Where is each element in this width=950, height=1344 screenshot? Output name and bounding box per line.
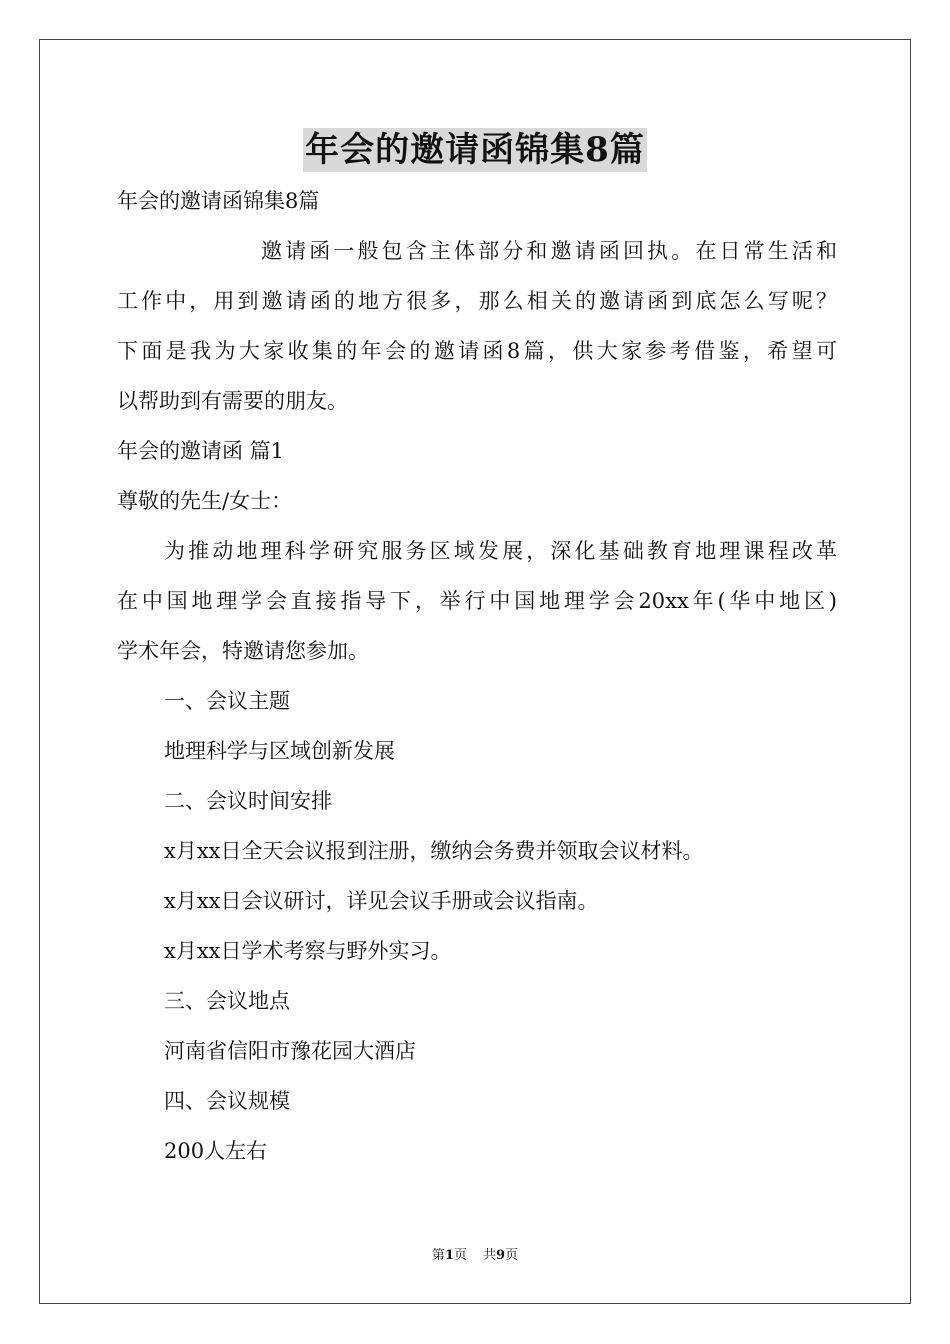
salutation: 尊敬的先生/女士： xyxy=(117,489,293,513)
page-footer xyxy=(0,1247,950,1265)
body-line-1: 为推动地理科学研究服务区域发展，深化基础教育地理课程改革 xyxy=(164,539,837,563)
schedule-line-3: x月xx日学术考察与野外实习。 xyxy=(164,939,452,963)
schedule-line-1: x月xx日全天会议报到注册，缴纳会务费并领取会议材料。 xyxy=(164,839,704,863)
item-venue-text: 河南省信阳市豫花园大酒店 xyxy=(164,1039,416,1063)
footer-page-prefix: 第 xyxy=(431,1248,445,1263)
intro-line-1: 邀请函一般包含主体部分和邀请函回执。在日常生活和 xyxy=(261,239,837,263)
item-theme-text: 地理科学与区域创新发展 xyxy=(164,739,395,763)
item-scale-text: 200人左右 xyxy=(164,1139,268,1163)
intro-line-3: 下面是我为大家收集的年会的邀请函8篇，供大家参考借鉴，希望可 xyxy=(117,339,837,363)
body-line-3: 学术年会，特邀请您参加。 xyxy=(117,639,369,663)
section-heading: 年会的邀请函 篇1 xyxy=(117,439,285,463)
item-heading-theme: 一、会议主题 xyxy=(164,689,290,713)
schedule-line-2: x月xx日会议研讨，详见会议手册或会议指南。 xyxy=(164,889,599,913)
intro-line-2: 工作中，用到邀请函的地方很多，那么相关的邀请函到底怎么写呢？ xyxy=(117,289,837,313)
item-heading-schedule: 二、会议时间安排 xyxy=(164,789,332,813)
subtitle-line: 年会的邀请函锦集8篇 xyxy=(117,189,320,213)
footer-total-prefix: 共 xyxy=(483,1248,497,1263)
document-body xyxy=(117,176,837,1176)
footer-total-unit: 页 xyxy=(505,1248,519,1263)
item-heading-scale: 四、会议规模 xyxy=(164,1089,290,1113)
body-line-2: 在中国地理学会直接指导下，举行中国地理学会20xx年(华中地区) xyxy=(117,589,837,613)
footer-page-total: 9 xyxy=(496,1248,506,1263)
document-title: 年会的邀请函锦集8篇 xyxy=(305,130,645,170)
intro-line-4: 以帮助到有需要的朋友。 xyxy=(117,389,348,413)
footer-page-current: 1 xyxy=(444,1248,454,1263)
footer-page-unit: 页 xyxy=(453,1248,467,1263)
title-container xyxy=(0,128,950,172)
item-heading-venue: 三、会议地点 xyxy=(164,989,290,1013)
